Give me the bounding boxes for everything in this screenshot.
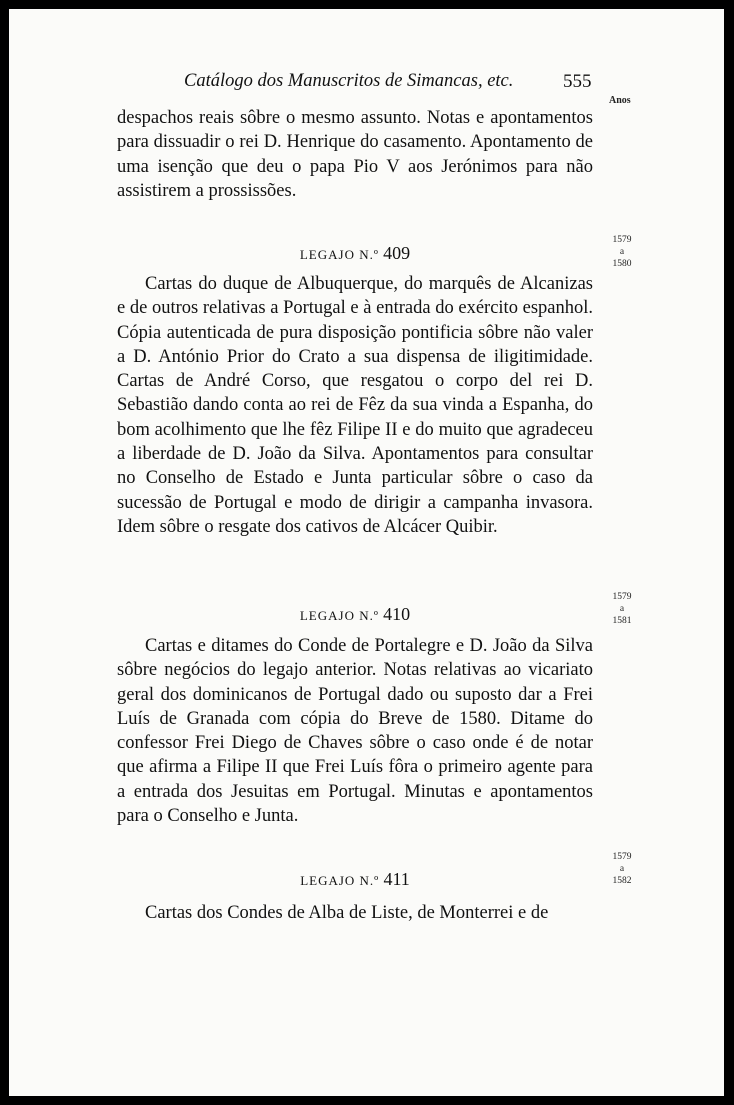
margin-date-409	[605, 234, 639, 270]
margin-date-to: 1582	[612, 876, 632, 886]
paragraph-continued: despachos reais sôbre o mesmo assunto. Notas e apontamentos para dissuadir o rei D. Henrique do casamento. Apontamento de uma isenção que deu o papa Pio V aos Jerónimos para não assistirem a prossissões.	[117, 108, 593, 201]
margin-date-from: 1579	[612, 592, 632, 602]
legajo-heading-409	[117, 243, 593, 264]
legajo-heading-411	[117, 869, 593, 890]
legajo-label: LEGAJO N.º	[299, 608, 379, 623]
margin-date-from: 1579	[612, 235, 632, 245]
margin-date-sep: a	[619, 604, 625, 614]
legajo-heading-410	[117, 604, 593, 625]
page-number: 555	[563, 71, 592, 92]
paragraph-legajo-411: Cartas dos Condes de Alba de Liste, de Monterrei e de	[145, 903, 549, 923]
margin-date-411	[605, 851, 639, 887]
legajo-number: 411	[383, 869, 410, 889]
margin-date-410	[605, 591, 639, 627]
legajo-label: LEGAJO N.º	[300, 873, 380, 888]
legajo-number: 410	[383, 604, 411, 624]
margin-date-sep: a	[619, 864, 625, 874]
running-title: Catálogo dos Manuscritos de Simancas, etc.	[184, 71, 514, 91]
legajo-label: LEGAJO N.º	[299, 247, 379, 262]
legajo-number: 409	[383, 243, 411, 263]
margin-date-to: 1580	[612, 259, 632, 269]
margin-date-to: 1581	[612, 616, 632, 626]
margin-heading: Anos	[609, 95, 631, 106]
margin-date-sep: a	[619, 247, 625, 257]
margin-date-from: 1579	[612, 852, 632, 862]
paragraph-legajo-410: Cartas e ditames do Conde de Portalegre e D. João da Silva sôbre negócios do legajo anterior. Notas relativas ao vicariato geral dos dominicanos de Portugal dado ou suposto dar a Frei Luís de Granada com cópia do Breve de 1580. Ditame do confessor Frei Diego de Chaves sôbre o caso onde é de notar que afirma a Filipe II que Frei Luís fôra o primeiro agente para a entrada dos Jesuitas em Portugal. Minutas e apontamentos para o Conselho e Junta.	[117, 636, 593, 827]
document-page	[9, 9, 724, 1096]
paragraph-legajo-409: Cartas do duque de Albuquerque, do marquês de Alcanizas e de outros relativas a Portugal e à entrada do exército espanhol. Cópia autenticada de pura disposição pontificia sôbre não valer a D. António Prior do Crato a sua dispensa de iligitimidade. Cartas de André Corso, que resgatou o corpo del rei D. Sebastião dando conta ao rei de Fêz da sua vinda a Espanha, do bom acolhimento que lhe fêz Filipe II e do muito que agradeceu a liberdade de D. João da Silva. Apontamentos para consultar no Conselho de Estado e Junta particular sôbre o caso da sucessão de Portugal e modo de dirigir a campanha invasora. Idem sôbre o resgate dos cativos de Alcácer Quibir.	[117, 274, 593, 537]
